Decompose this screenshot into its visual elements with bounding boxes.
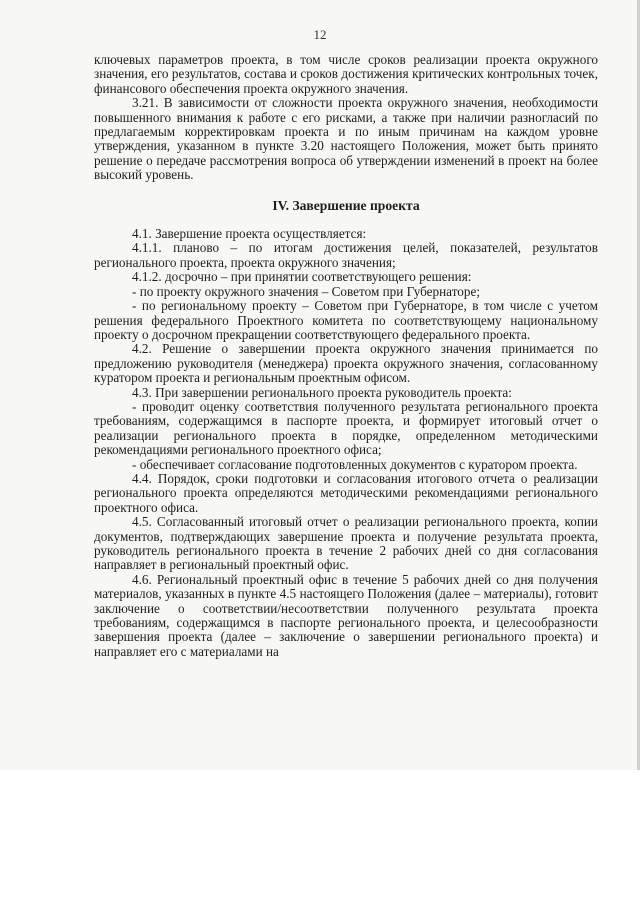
document-body: [94, 53, 598, 659]
paragraph: 4.1.2. досрочно – при принятии соответствующего решения:: [132, 269, 472, 285]
paragraph: 3.21. В зависимости от сложности проекта окружного значения, необходимости повышенного внимания к работе с его рисками, а также при наличии разногласий по предлагаемым корректировкам проекта и по иным причинам на каждом уровне утверждения, указанном в пункте 3.20 настоящего Положения, может быть принято решение о передаче рассмотрения вопроса об утверждении изменений в проект на более высокий уровень.: [94, 95, 598, 183]
section-4-body: [94, 227, 598, 659]
paragraph: - по региональному проекту – Советом при Губернаторе, в том числе с учетом решения федерального Проектного комитета по соответствующему национальному проекту о досрочном прекращении соответствующего федерального проекта.: [94, 298, 598, 342]
paragraph: 4.3. При завершении регионального проекта руководитель проекта:: [132, 384, 512, 400]
paragraph: 4.2. Решение о завершении проекта окружного значения принимается по предложению руководителя (менеджера) проекта окружного значения, согласованному куратором проекта и региональным проектным офисом.: [94, 341, 598, 386]
paragraph: 4.1. Завершение проекта осуществляется:: [132, 226, 367, 242]
paragraph: - по проекту окружного значения – Советом при Губернаторе;: [132, 283, 480, 299]
paragraph: 4.5. Согласованный итоговый отчет о реализации регионального проекта, копии документов, подтверждающих завершение проекта и получение результата проекта, руководитель регионального проекта в течение 2 рабочих дней со дня согласования направляет в региональный проектный офис.: [94, 514, 598, 573]
paragraph: 4.6. Региональный проектный офис в течение 5 рабочих дней со дня получения материалов, указанных в пункте 4.5 настоящего Положения (далее – материалы), готовит заключение о соответствии/несоответствии полученного результата проекта требованиям, содержащимся в паспорте регионального проекта, и целесообразности завершения проекта (далее – заключение о завершении регионального проекта) и направляет его с материалами на: [94, 571, 598, 659]
paragraph: 4.4. Порядок, сроки подготовки и согласования итогового отчета о реализации регионального проекта определяются методическими рекомендациями регионального проектного офиса.: [94, 470, 598, 515]
section-3-continuation: [94, 53, 598, 183]
blank-margin: [0, 770, 640, 905]
paragraph: ключевых параметров проекта, в том числе сроков реализации проекта окружного значения, его результатов, состава и сроков достижения критических контрольных точек, финансового обеспечения проекта окружного значения.: [94, 52, 598, 96]
paragraph: 4.1.1. планово – по итогам достижения целей, показателей, результатов регионального проекта, проекта окружного значения;: [94, 240, 598, 270]
section-heading: IV. Завершение проекта: [272, 197, 420, 213]
paragraph: - обеспечивает согласование подготовленных документов с куратором проекта.: [132, 456, 578, 472]
page-number: 12: [313, 27, 327, 42]
paragraph: - проводит оценку соответствия полученного результата регионального проекта требованиям, содержащимся в паспорте проекта, и формирует итоговый отчет о реализации регионального проекта в порядке, определенном методическими рекомендациями регионального проектного офиса;: [94, 398, 598, 458]
